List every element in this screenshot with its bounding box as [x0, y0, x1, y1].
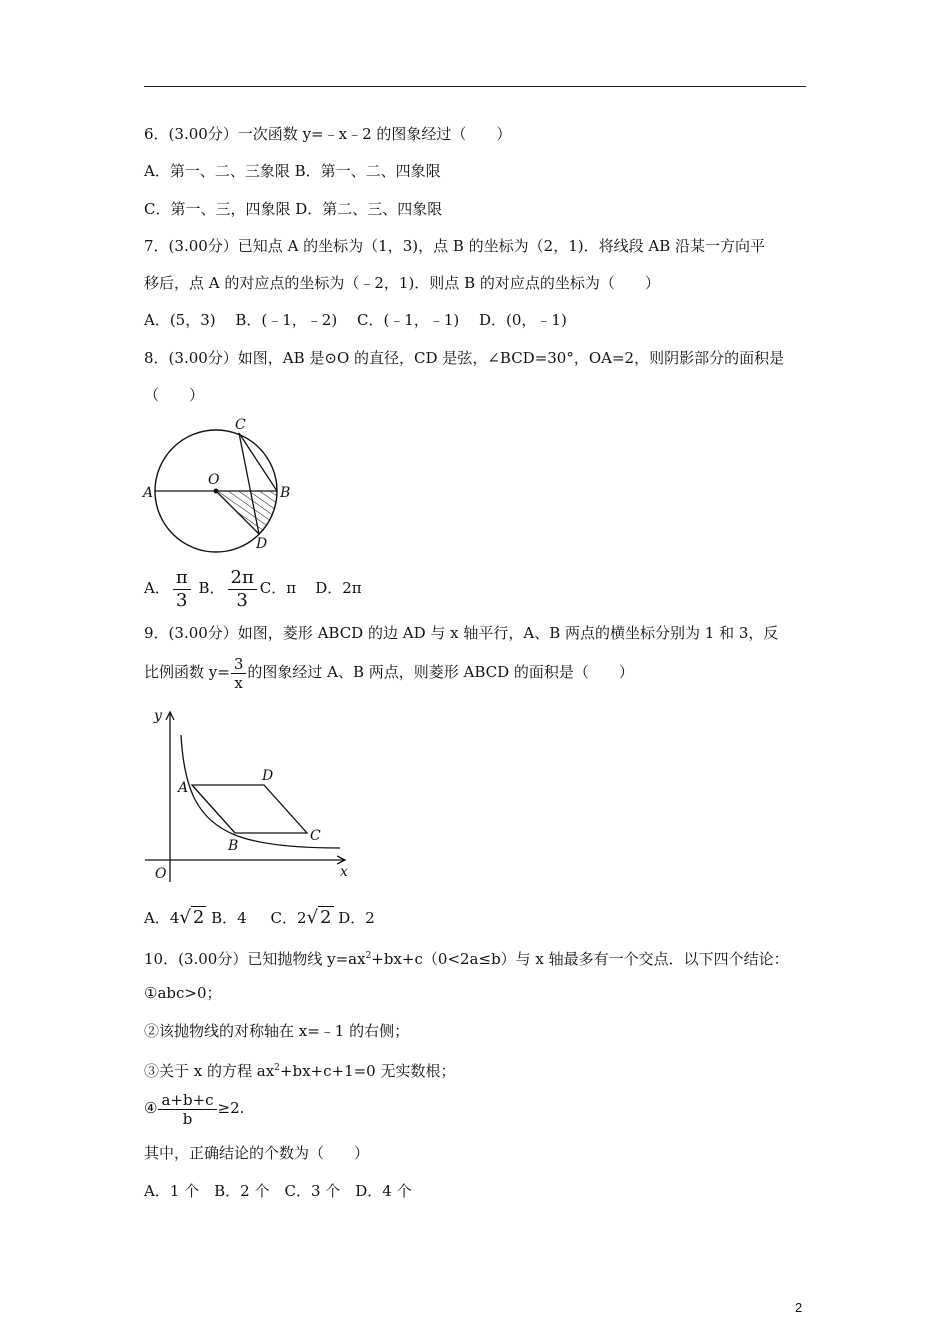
q10-conclusion-3 [144, 1058, 456, 1081]
q9-options [144, 905, 375, 931]
shaded-sector [216, 491, 277, 534]
q9-c-radicand: 2 [320, 907, 332, 928]
q6-options-line2: C．第一、三，四象限 D．第二、三、四象限 [144, 200, 443, 218]
q8-a-num: π [173, 567, 191, 590]
label-c: C [235, 417, 246, 433]
q9-stem-pre: 比例函数 y= [144, 663, 230, 681]
q10-c4-pre: ④ [144, 1099, 158, 1117]
q8-stem-line1: 8．(3.00分）如图，AB 是⊙O 的直径，CD 是弦，∠BCD=30°，OA=2，则阴影部分的面积是 [144, 349, 785, 367]
label-a: A [143, 485, 154, 501]
q10-c4-fraction [158, 1091, 216, 1128]
q7-stem-line1: 7．(3.00分）已知点 A 的坐标为（1，3)，点 B 的坐标为（2，1)．将线段 AB 沿某一方向平 [144, 237, 765, 255]
q9-frac-num: 3 [231, 655, 247, 674]
q9-stem-line2 [144, 652, 634, 692]
q9-option-a-sqrt: √ 2 [179, 907, 205, 928]
q10-stem-sup: 2 [365, 951, 372, 961]
q10-options: A．1 个 B．2 个 C．3 个 D．4 个 [144, 1182, 412, 1200]
q10-conclusion-1: ①abc>0； [144, 984, 222, 1002]
q10-c4-num: a+b+c [158, 1091, 216, 1110]
q8-option-d: D．2π [315, 579, 362, 597]
header-rule [144, 86, 806, 87]
label-a: A [178, 780, 189, 796]
label-d: D [262, 768, 274, 784]
q8-option-b-label: B． [198, 579, 225, 597]
rhombus-abcd [192, 785, 307, 833]
q8-option-a-label: A． [144, 579, 170, 597]
q8-a-den: 3 [176, 589, 188, 611]
q6-options-line1: A．第一、二、三象限 B．第一、二、四象限 [144, 162, 441, 180]
q10-conclusion-4 [144, 1088, 244, 1128]
q9-option-c-label: C．2 [270, 909, 307, 927]
q10-stem [144, 946, 789, 969]
q9-option-c-sqrt: √ 2 [306, 907, 332, 928]
q9-option-b: B．4 [211, 909, 247, 927]
page-number: 2 [795, 1300, 803, 1315]
q6-stem: 6．(3.00分）一次函数 y=﹣x﹣2 的图象经过（ ） [144, 125, 512, 143]
q9-stem-post: 的图象经过 A、B 两点，则菱形 ABCD 的面积是（ ） [247, 663, 634, 681]
q10-c4-den: b [182, 1109, 193, 1128]
q9-option-d: D．2 [338, 909, 375, 927]
q9-function-fraction [231, 655, 247, 692]
q8-option-a-fraction [173, 567, 191, 612]
q7-stem-line2: 移后，点 A 的对应点的坐标为（﹣2，1)．则点 B 的对应点的坐标为（ ） [144, 274, 660, 292]
q10-stem-post: +bx+c（0<2a≤b）与 x 轴最多有一个交点．以下四个结论： [371, 950, 789, 968]
q8-options [144, 566, 362, 612]
q8-b-den: 3 [236, 589, 248, 611]
q8-option-b-fraction [228, 567, 257, 612]
q8-b-num: 2π [228, 567, 257, 590]
q8-circle-figure [140, 415, 310, 560]
label-b: B [228, 838, 239, 854]
label-x: x [340, 864, 348, 880]
side-ab [192, 785, 235, 833]
q9-option-a-label: A．4 [144, 909, 180, 927]
q8-option-c: C．π [259, 579, 297, 597]
q10-c3-pre: ③关于 x 的方程 ax [144, 1062, 275, 1080]
q7-options: A．(5，3) B．(﹣1，﹣2) C．(﹣1，﹣1) D．(0，﹣1) [144, 311, 567, 329]
label-o: O [208, 472, 220, 488]
center-point [214, 489, 219, 494]
q10-c3-sup: 2 [274, 1063, 280, 1073]
q9-rhombus-figure [140, 700, 360, 885]
q9-a-radicand: 2 [192, 907, 205, 928]
label-c: C [310, 828, 321, 844]
q8-stem-line2: （ ） [144, 386, 205, 404]
label-o: O [155, 866, 167, 882]
q9-stem-line1: 9．(3.00分）如图，菱形 ABCD 的边 AD 与 x 轴平行，A、B 两点的横坐标分别为 1 和 3，反 [144, 624, 779, 642]
q10-c4-post: ≥2. [217, 1099, 245, 1117]
q10-question: 其中，正确结论的个数为（ ） [144, 1144, 370, 1162]
q10-conclusion-2: ②该抛物线的对称轴在 x=﹣1 的右侧； [144, 1022, 410, 1040]
q10-c3-post: +bx+c+1=0 无实数根； [279, 1062, 456, 1080]
q10-stem-pre: 10．(3.00分）已知抛物线 y=ax [144, 950, 366, 968]
q9-frac-den: x [234, 673, 243, 692]
label-d: D [256, 536, 268, 552]
label-b: B [280, 485, 291, 501]
label-y: y [154, 708, 162, 724]
